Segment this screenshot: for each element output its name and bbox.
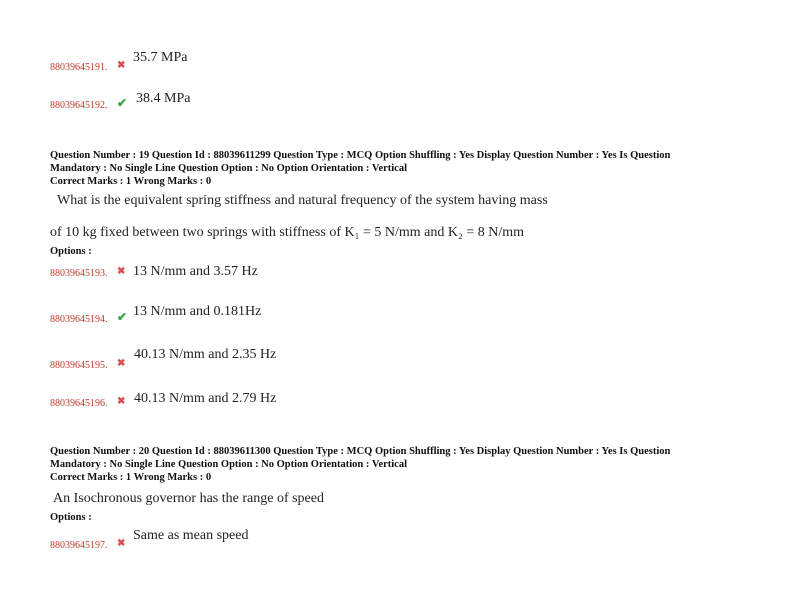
options-label: Options : <box>50 512 92 523</box>
question-meta <box>50 149 670 188</box>
option-text: 35.7 MPa <box>133 50 188 65</box>
question-meta <box>50 445 670 484</box>
question-meta-line: Mandatory : No Single Line Question Option : No Option Orientation : Vertical <box>50 459 408 470</box>
question-text: What is the equivalent spring stiffness and natural frequency of the system having mass <box>57 193 548 208</box>
option-id: 88039645196. <box>50 398 108 409</box>
question-marks: Correct Marks : 1 Wrong Marks : 0 <box>50 176 212 187</box>
correct-icon: ✔ <box>117 310 128 324</box>
wrong-icon: ✖ <box>117 266 126 277</box>
correct-icon: ✔ <box>117 96 128 110</box>
question-text: An Isochronous governor has the range of speed <box>53 491 324 506</box>
option-id: 88039645197. <box>50 540 108 551</box>
question-meta-line: Question Number : 19 Question Id : 88039611299 Question Type : MCQ Option Shuffling : Yes Display Question Number : Yes Is Question <box>50 150 671 161</box>
option-text: 40.13 N/mm and 2.79 Hz <box>134 391 277 406</box>
option-text: Same as mean speed <box>133 528 249 543</box>
option-id: 88039645195. <box>50 360 108 371</box>
wrong-icon: ✖ <box>117 396 126 407</box>
question-meta-line: Question Number : 20 Question Id : 88039611300 Question Type : MCQ Option Shuffling : Yes Display Question Number : Yes Is Question <box>50 446 671 457</box>
option-id: 88039645192. <box>50 100 108 111</box>
option-text: 40.13 N/mm and 2.35 Hz <box>134 347 277 362</box>
option-text: 38.4 MPa <box>136 91 191 106</box>
question-marks: Correct Marks : 1 Wrong Marks : 0 <box>50 472 212 483</box>
option-text: 13 N/mm and 0.181Hz <box>133 304 262 319</box>
question-meta-line: Mandatory : No Single Line Question Option : No Option Orientation : Vertical <box>50 163 408 174</box>
wrong-icon: ✖ <box>117 538 126 549</box>
option-id: 88039645193. <box>50 268 108 279</box>
option-id: 88039645191. <box>50 62 108 73</box>
wrong-icon: ✖ <box>117 60 126 71</box>
options-label: Options : <box>50 246 92 257</box>
option-id: 88039645194. <box>50 314 108 325</box>
wrong-icon: ✖ <box>117 358 126 369</box>
option-text: 13 N/mm and 3.57 Hz <box>133 264 258 279</box>
question-text: of 10 kg fixed between two springs with stiffness of K₁ = 5 N/mm and K₂ = 8 N/mm <box>50 225 525 240</box>
